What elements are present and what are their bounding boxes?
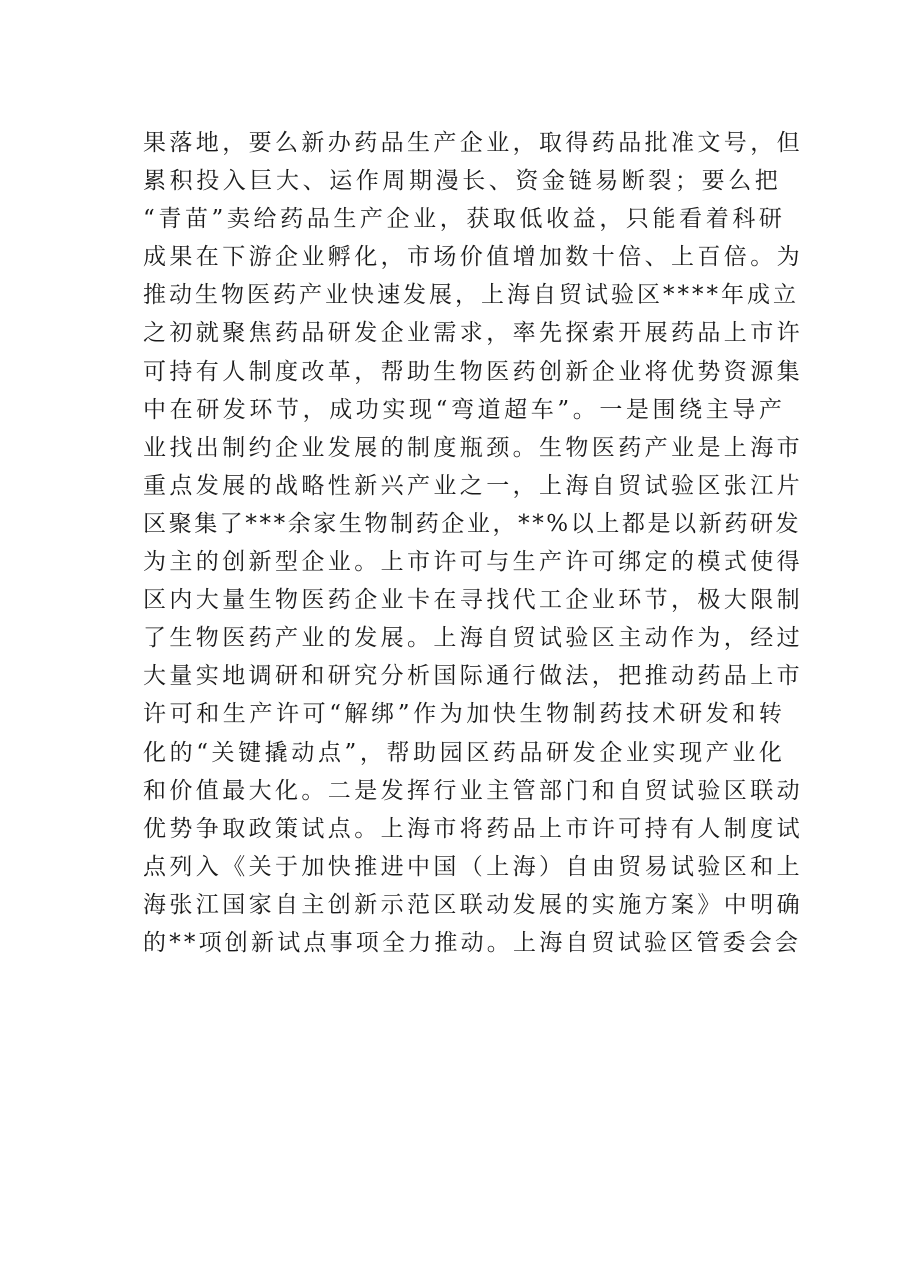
text-line: 可持有人制度改革，帮助生物医药创新企业将优势资源集 bbox=[143, 358, 803, 385]
text-line: 重点发展的战略性新兴产业之一，上海自贸试验区张江片 bbox=[143, 472, 803, 499]
text-line: 海张江国家自主创新示范区联动发展的实施方案》中明确 bbox=[143, 891, 803, 918]
text-line: 区内大量生物医药企业卡在寻找代工企业环节，极大限制 bbox=[143, 587, 803, 614]
text-line: “青苗”卖给药品生产企业，获取低收益，只能看着科研 bbox=[143, 206, 786, 233]
text-line: 许可和生产许可“解绑”作为加快生物制药技术研发和转 bbox=[143, 701, 786, 728]
text-line: 中在研发环节，成功实现“弯道超车”。一是围绕主导产 bbox=[143, 396, 786, 423]
text-line: 业找出制约企业发展的制度瓶颈。生物医药产业是上海市 bbox=[143, 434, 803, 461]
text-line: 累积投入巨大、运作周期漫长、资金链易断裂；要么把 bbox=[143, 168, 782, 195]
text-line: 化的“关键撬动点”，帮助园区药品研发企业实现产业化 bbox=[143, 739, 786, 766]
text-line: 区聚集了***余家生物制药企业，**%以上都是以新药研发 bbox=[143, 510, 802, 537]
text-line: 之初就聚焦药品研发企业需求，率先探索开展药品上市许 bbox=[143, 320, 803, 347]
text-line: 为主的创新型企业。上市许可与生产许可绑定的模式使得 bbox=[143, 549, 803, 576]
text-line: 推动生物医药产业快速发展，上海自贸试验区****年成立 bbox=[143, 282, 799, 309]
text-line: 果落地，要么新办药品生产企业，取得药品批准文号，但 bbox=[143, 130, 803, 156]
text-line: 了生物医药产业的发展。上海自贸试验区主动作为，经过 bbox=[143, 625, 803, 652]
text-line: 点列入《关于加快推进中国（上海）自由贸易试验区和上 bbox=[143, 853, 803, 880]
text-line: 大量实地调研和研究分析国际通行做法，把推动药品上市 bbox=[143, 663, 803, 690]
text-line: 和价值最大化。二是发挥行业主管部门和自贸试验区联动 bbox=[143, 777, 803, 804]
text-line: 成果在下游企业孵化，市场价值增加数十倍、上百倍。为 bbox=[143, 244, 803, 271]
text-line: 优势争取政策试点。上海市将药品上市许可持有人制度试 bbox=[143, 815, 803, 842]
text-line: 的**项创新试点事项全力推动。上海自贸试验区管委会会 bbox=[143, 929, 802, 956]
body-text bbox=[143, 124, 803, 962]
